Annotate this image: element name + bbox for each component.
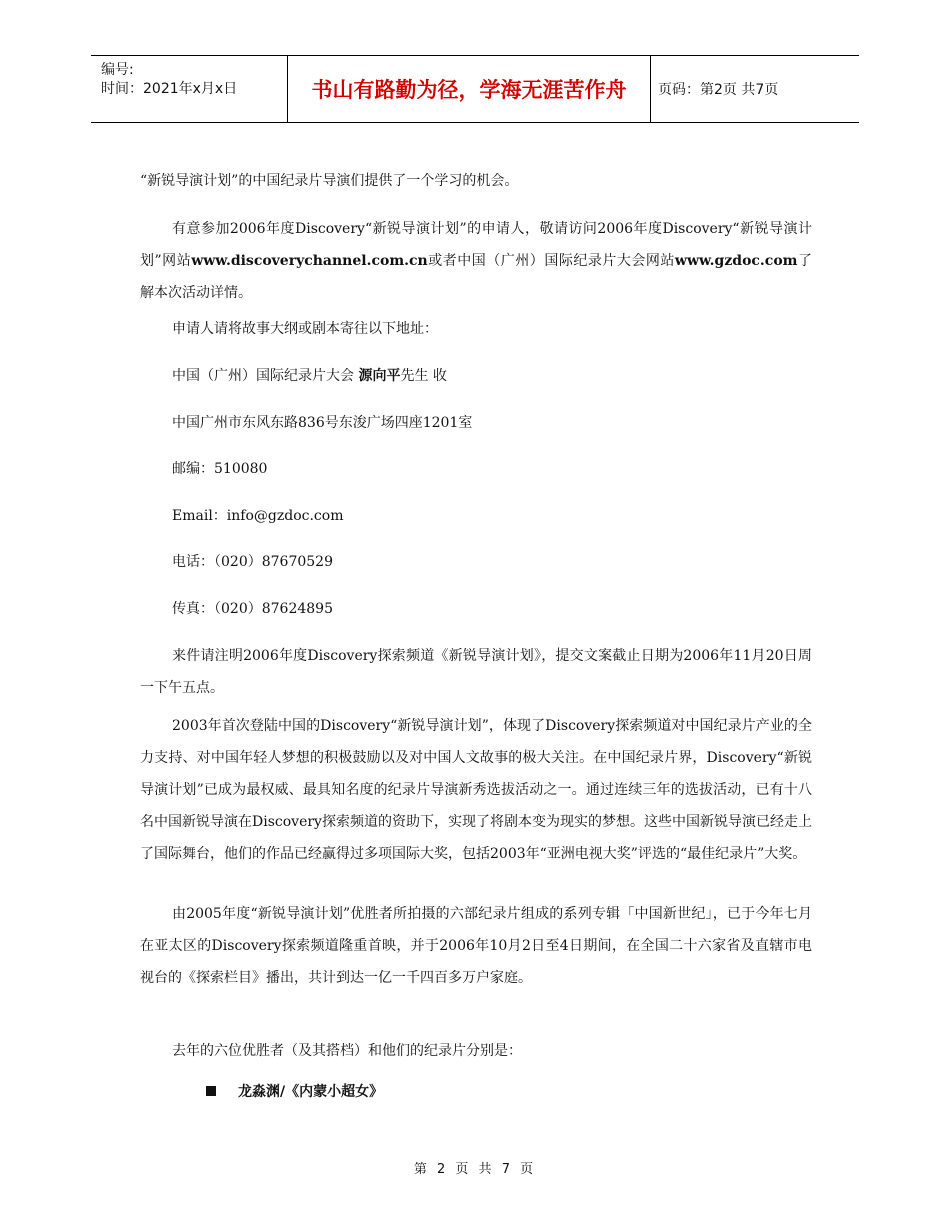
application-text-a: 有意参加2006年度Discovery“新锐导演计划”的申请人，敬请访问2006年度Discovery“新锐导演计划”网站 [140,221,812,269]
application-text-b: 或者中国（广州）国际纪录片大会网站 [427,253,675,269]
postcode: 邮编：510080 [172,461,268,477]
paragraph-deadline: 来件请注明2006年度Discovery探索频道《新锐导演计划》，提交文案截止日期为2006年11月20日周一下午五点。 [140,648,812,696]
recipient-name: 源向平 [358,368,401,384]
gzdoc-website-link[interactable]: www.gzdoc.com [674,253,798,269]
paragraph-application [140,213,812,309]
document-number-label: 编号: [101,62,134,78]
header-meta [91,56,287,122]
winner-entry: 龙淼渊/《内蒙小超女》 [238,1084,384,1100]
contact-email: Email：info@gzdoc.com [172,508,344,524]
square-bullet-icon [206,1086,216,1096]
discovery-website-link[interactable]: www.discoverychannel.com.cn [191,253,428,269]
document-time: 时间：2021年x月x日 [101,81,238,97]
page-header [91,55,859,123]
winner-list-item [206,1081,383,1101]
contact-fax: 传真：（020）87624895 [172,601,333,617]
application-text-c: 了解本次活动详情。 [140,253,812,301]
recipient-org: 中国（广州）国际纪录片大会 [172,368,359,384]
paragraph-series: 由2005年度“新锐导演计划”优胜者所拍摄的六部纪录片组成的系列专辑「中国新世纪」，已于今年七月在亚太区的Discovery探索频道隆重首映，并于2006年10月2日至4日期间，在全国二十六家省及直辖市电视台的《探索栏目》播出，共计到达一亿一千四百多万户家庭。 [140,906,812,986]
address-recipient [140,360,812,392]
contact-phone: 电话：（020）87670529 [172,554,333,570]
paragraph-winners: 去年的六位优胜者（及其搭档）和他们的纪录片分别是： [172,1043,522,1059]
page-footer: 第 2 页 共 7 页 [413,1162,537,1177]
paragraph-send-address: 申请人请将故事大纲或剧本寄往以下地址： [172,321,438,337]
address-street: 中国广州市东风东路836号东浚广场四座1201室 [172,415,473,431]
header-motto: 书山有路勤为径，学海无涯苦作舟 [287,56,651,122]
paragraph-history: 2003年首次登陆中国的Discovery“新锐导演计划”，体现了Discovery探索频道对中国纪录片产业的全力支持、对中国年轻人梦想的积极鼓励以及对中国人文故事的极大关注。在中国纪录片界，Discovery“新锐导演计划”已成为最权威、最具知名度的纪录片导演新秀选拔活动之一。通过连续三年的选拔活动，已有十八名中国新锐导演在Discovery探索频道的资助下，实现了将剧本变为现实的梦想。这些中国新锐导演已经走上了国际舞台，他们的作品已经赢得过多项国际大奖，包括2003年“亚洲电视大奖”评选的“最佳纪录片”大奖。 [140,718,812,862]
header-page-info: 页码：第2页 共7页 [658,82,779,98]
paragraph-intro: “新锐导演计划”的中国纪录片导演们提供了一个学习的机会。 [140,173,519,189]
recipient-suffix: 先生 收 [400,368,447,384]
